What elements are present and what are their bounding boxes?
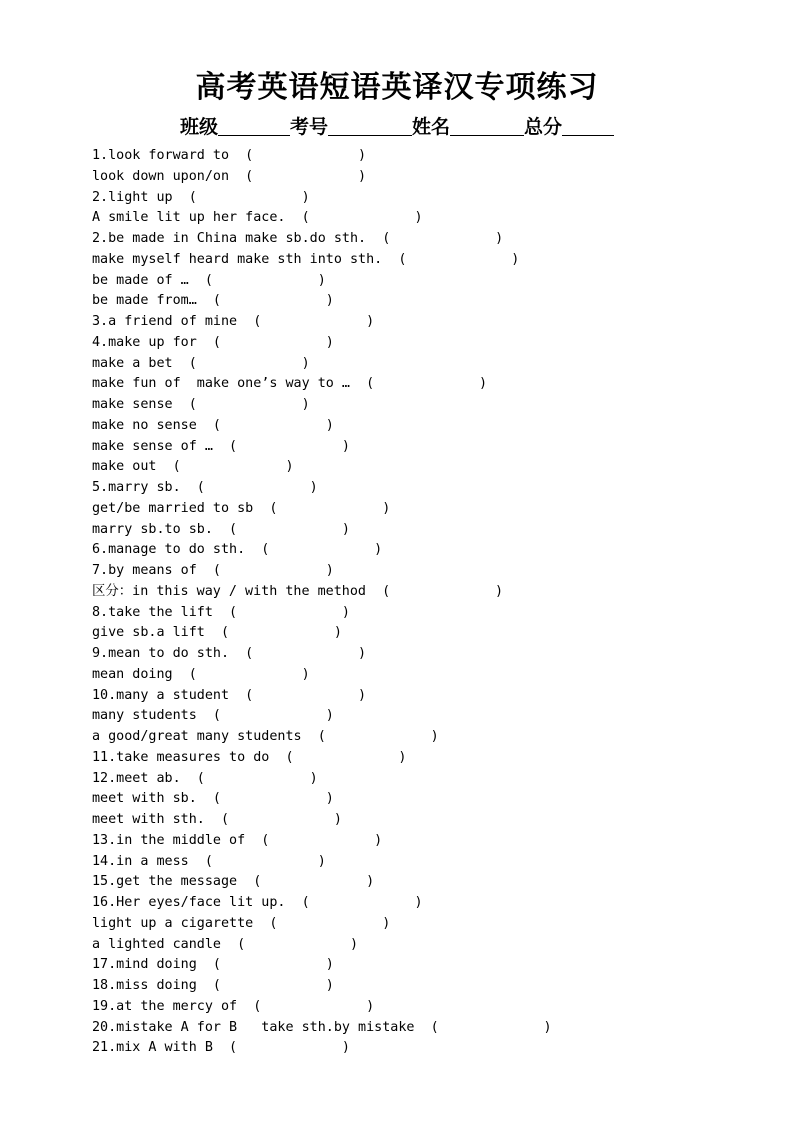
phrase-item: 6.manage to do sth. ( ) (92, 542, 383, 558)
phrase-item: make myself heard make sth into sth. ( ) (92, 251, 520, 267)
phrase-item: 16.Her eyes/face lit up. ( ) (92, 895, 423, 910)
phrase-item: make sense of … ( ) (92, 438, 350, 454)
class-blank[interactable] (218, 117, 290, 136)
phrase-item: look down upon/on ( ) (92, 168, 367, 184)
score-blank[interactable] (562, 117, 614, 136)
student-info-line (0, 112, 794, 139)
phrase-item: 15.get the message ( ) (92, 874, 375, 890)
phrase-item: 1.look forward to ( ) (92, 148, 367, 163)
phrase-item: A smile lit up her face. ( ) (92, 210, 423, 226)
phrase-list (92, 146, 752, 1059)
phrase-item: make fun of make one’s way to … ( ) (92, 376, 488, 392)
number-blank[interactable] (328, 117, 412, 136)
phrase-item: 2.light up ( ) (92, 189, 310, 205)
phrase-item: 4.make up for ( ) (92, 334, 334, 350)
phrase-item: 17.mind doing ( ) (92, 957, 334, 973)
phrase-item: make out ( ) (92, 459, 294, 475)
phrase-item: make a bet ( ) (92, 355, 310, 371)
class-label: 班级 (179, 116, 218, 138)
phrase-item: many students ( ) (92, 708, 334, 724)
phrase-item: light up a cigarette ( ) (92, 915, 391, 931)
phrase-item: 区分：in this way / with the method ( ) (92, 583, 504, 599)
phrase-item: 14.in a mess ( ) (92, 853, 326, 869)
phrase-item: 11.take measures to do ( ) (92, 749, 407, 765)
phrase-item: 20.mistake A for B take sth.by mistake ( ) (92, 1019, 552, 1035)
phrase-item: a good/great many students ( ) (92, 729, 439, 744)
phrase-item: 7.by means of ( ) (92, 563, 334, 578)
phrase-item: be made of … ( ) (92, 272, 326, 288)
phrase-item: a lighted candle ( ) (92, 936, 359, 952)
phrase-item: mean doing ( ) (92, 666, 310, 682)
phrase-item: 2.be made in China make sb.do sth. ( ) (92, 231, 504, 246)
phrase-item: 3.a friend of mine ( ) (92, 314, 375, 329)
phrase-item: get/be married to sb ( ) (92, 500, 391, 516)
score-label: 总分 (524, 116, 563, 138)
phrase-item: 8.take the lift ( ) (92, 604, 350, 620)
name-label: 姓名 (412, 116, 451, 138)
phrase-item: give sb.a lift ( ) (92, 625, 342, 641)
phrase-item: make no sense ( ) (92, 417, 334, 433)
phrase-item: marry sb.to sb. ( ) (92, 521, 350, 537)
phrase-item: meet with sb. ( ) (92, 791, 334, 807)
phrase-item: 10.many a student ( ) (92, 687, 367, 703)
name-blank[interactable] (450, 117, 524, 136)
phrase-item: 9.mean to do sth. ( ) (92, 646, 367, 661)
phrase-item: 12.meet ab. ( ) (92, 770, 318, 786)
page-title: 高考英语短语英译汉专项练习 (195, 70, 599, 105)
phrase-item: 21.mix A with B ( ) (92, 1040, 350, 1056)
phrase-item: make sense ( ) (92, 397, 310, 412)
phrase-item: 5.marry sb. ( ) (92, 480, 318, 495)
phrase-item: 18.miss doing ( ) (92, 978, 334, 993)
phrase-item: 19.at the mercy of ( ) (92, 998, 375, 1014)
phrase-item: be made from… ( ) (92, 293, 334, 309)
phrase-item: 13.in the middle of ( ) (92, 832, 383, 848)
number-label: 考号 (289, 116, 328, 138)
phrase-item: meet with sth. ( ) (92, 812, 342, 827)
